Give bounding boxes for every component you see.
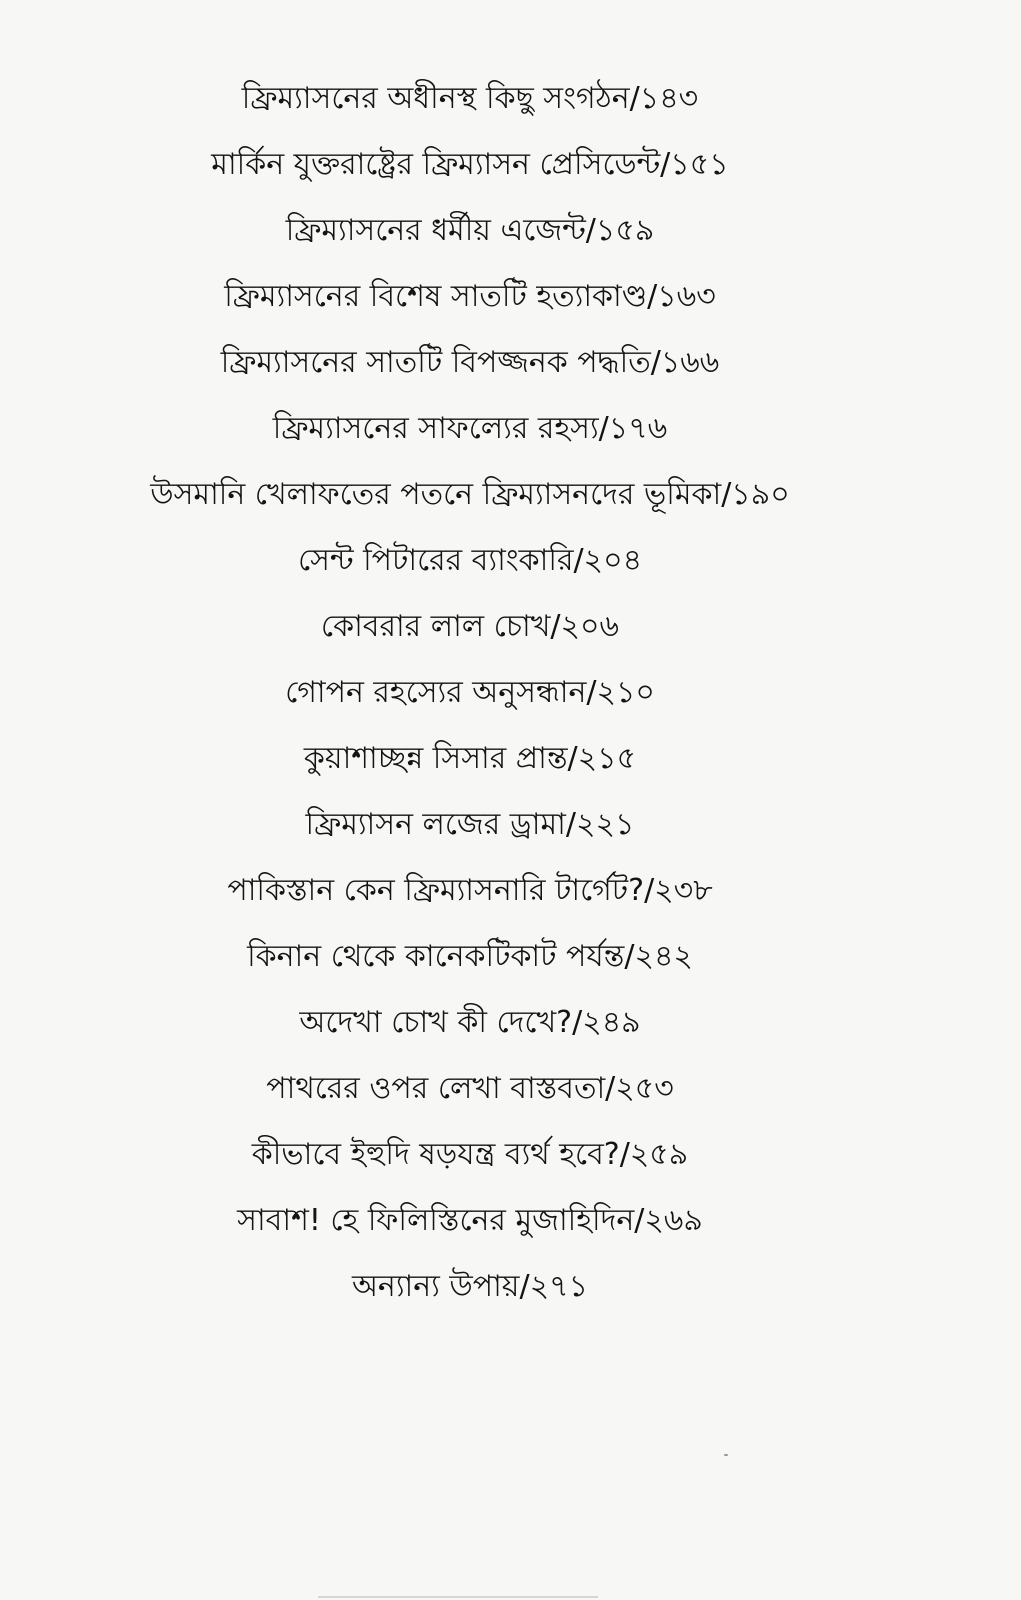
toc-entry: ফ্রিম্যাসনের বিশেষ সাতটি হত্যাকাণ্ড/১৬৩	[224, 279, 716, 314]
toc-entry: সেন্ট পিটারের ব্যাংকারি/২০৪	[297, 543, 643, 578]
toc-entry: গোপন রহস্যের অনুসন্ধান/২১০	[285, 675, 655, 710]
toc-entry: সাবাশ! হে ফিলিস্তিনের মুজাহিদিন/২৬৯	[237, 1203, 703, 1238]
toc-entry: অদেখা চোখ কী দেখে?/২৪৯	[299, 1005, 641, 1040]
toc-entry: কিনান থেকে কানেকটিকাট পর্যন্ত/২৪২	[247, 939, 693, 974]
bottom-edge-line	[318, 1596, 598, 1598]
toc-entry: ফ্রিম্যাসনের সাফল্যের রহস্য/১৭৬	[272, 411, 668, 446]
toc-entry: পাথরের ওপর লেখা বাস্তবতা/২৫৩	[266, 1071, 674, 1106]
toc-entry: মার্কিন যুক্তরাষ্ট্রের ফ্রিম্যাসন প্রেসিডেন্ট/১৫১	[211, 147, 729, 182]
toc-entry: ফ্রিম্যাসনের অধীনস্থ কিছু সংগঠন/১৪৩	[241, 81, 699, 116]
toc-entry: কোবরার লাল চোখ/২০৬	[320, 609, 620, 644]
toc-entry: অন্যান্য উপায়/২৭১	[351, 1269, 589, 1304]
toc-entry: উসমানি খেলাফতের পতনে ফ্রিম্যাসনদের ভূমিকা/১৯০	[150, 477, 790, 512]
toc-entry: কীভাবে ইহুদি ষড়যন্ত্র ব্যর্থ হবে?/২৫৯	[251, 1137, 689, 1172]
toc-entry: ফ্রিম্যাসন লজের ড্রামা/২২১	[305, 807, 635, 842]
table-of-contents	[0, 66, 940, 1320]
toc-entry: ফ্রিম্যাসনের সাতটি বিপজ্জনক পদ্ধতি/১৬৬	[220, 345, 720, 380]
paper-speck	[724, 1454, 728, 1456]
toc-entry: পাকিস্তান কেন ফ্রিম্যাসনারি টার্গেট?/২৩৮	[227, 873, 713, 908]
toc-entry: কুয়াশাচ্ছন্ন সিসার প্রান্ত/২১৫	[303, 741, 637, 776]
toc-entry: ফ্রিম্যাসনের ধর্মীয় এজেন্ট/১৫৯	[285, 213, 655, 248]
